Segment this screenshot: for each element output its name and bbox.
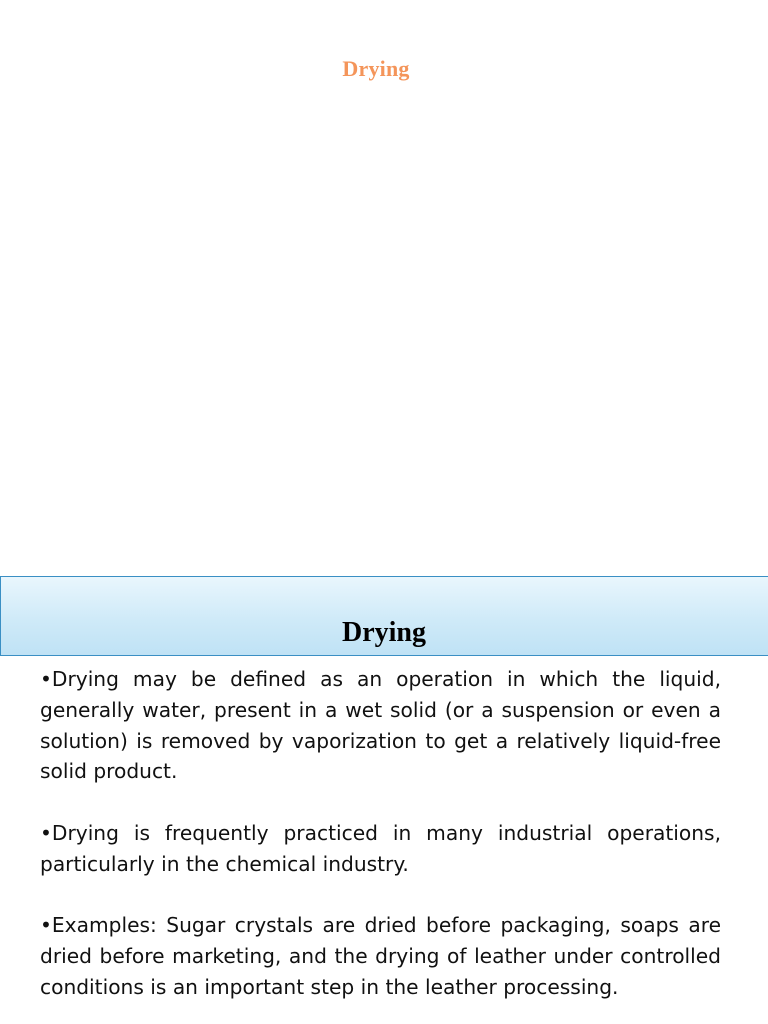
paragraph-definition: •Drying may be defined as an operation in which the liquid, generally water, present in a wet solid (or a suspension or even a solution) is removed by vaporization to get a relatively liquid-free solid product. [40,667,721,784]
slide-body [40,664,721,1024]
paragraph-industrial-use: •Drying is frequently practiced in many industrial operations, particularly in the chemical industry. [40,820,721,876]
document-title: Drying [342,56,410,81]
paragraph-examples: •Examples: Sugar crystals are dried before packaging, soaps are dried before marketing, and the drying of leather under controlled conditions is an important step in the leather processing. [40,913,721,999]
slide-title: Drying [342,617,426,648]
